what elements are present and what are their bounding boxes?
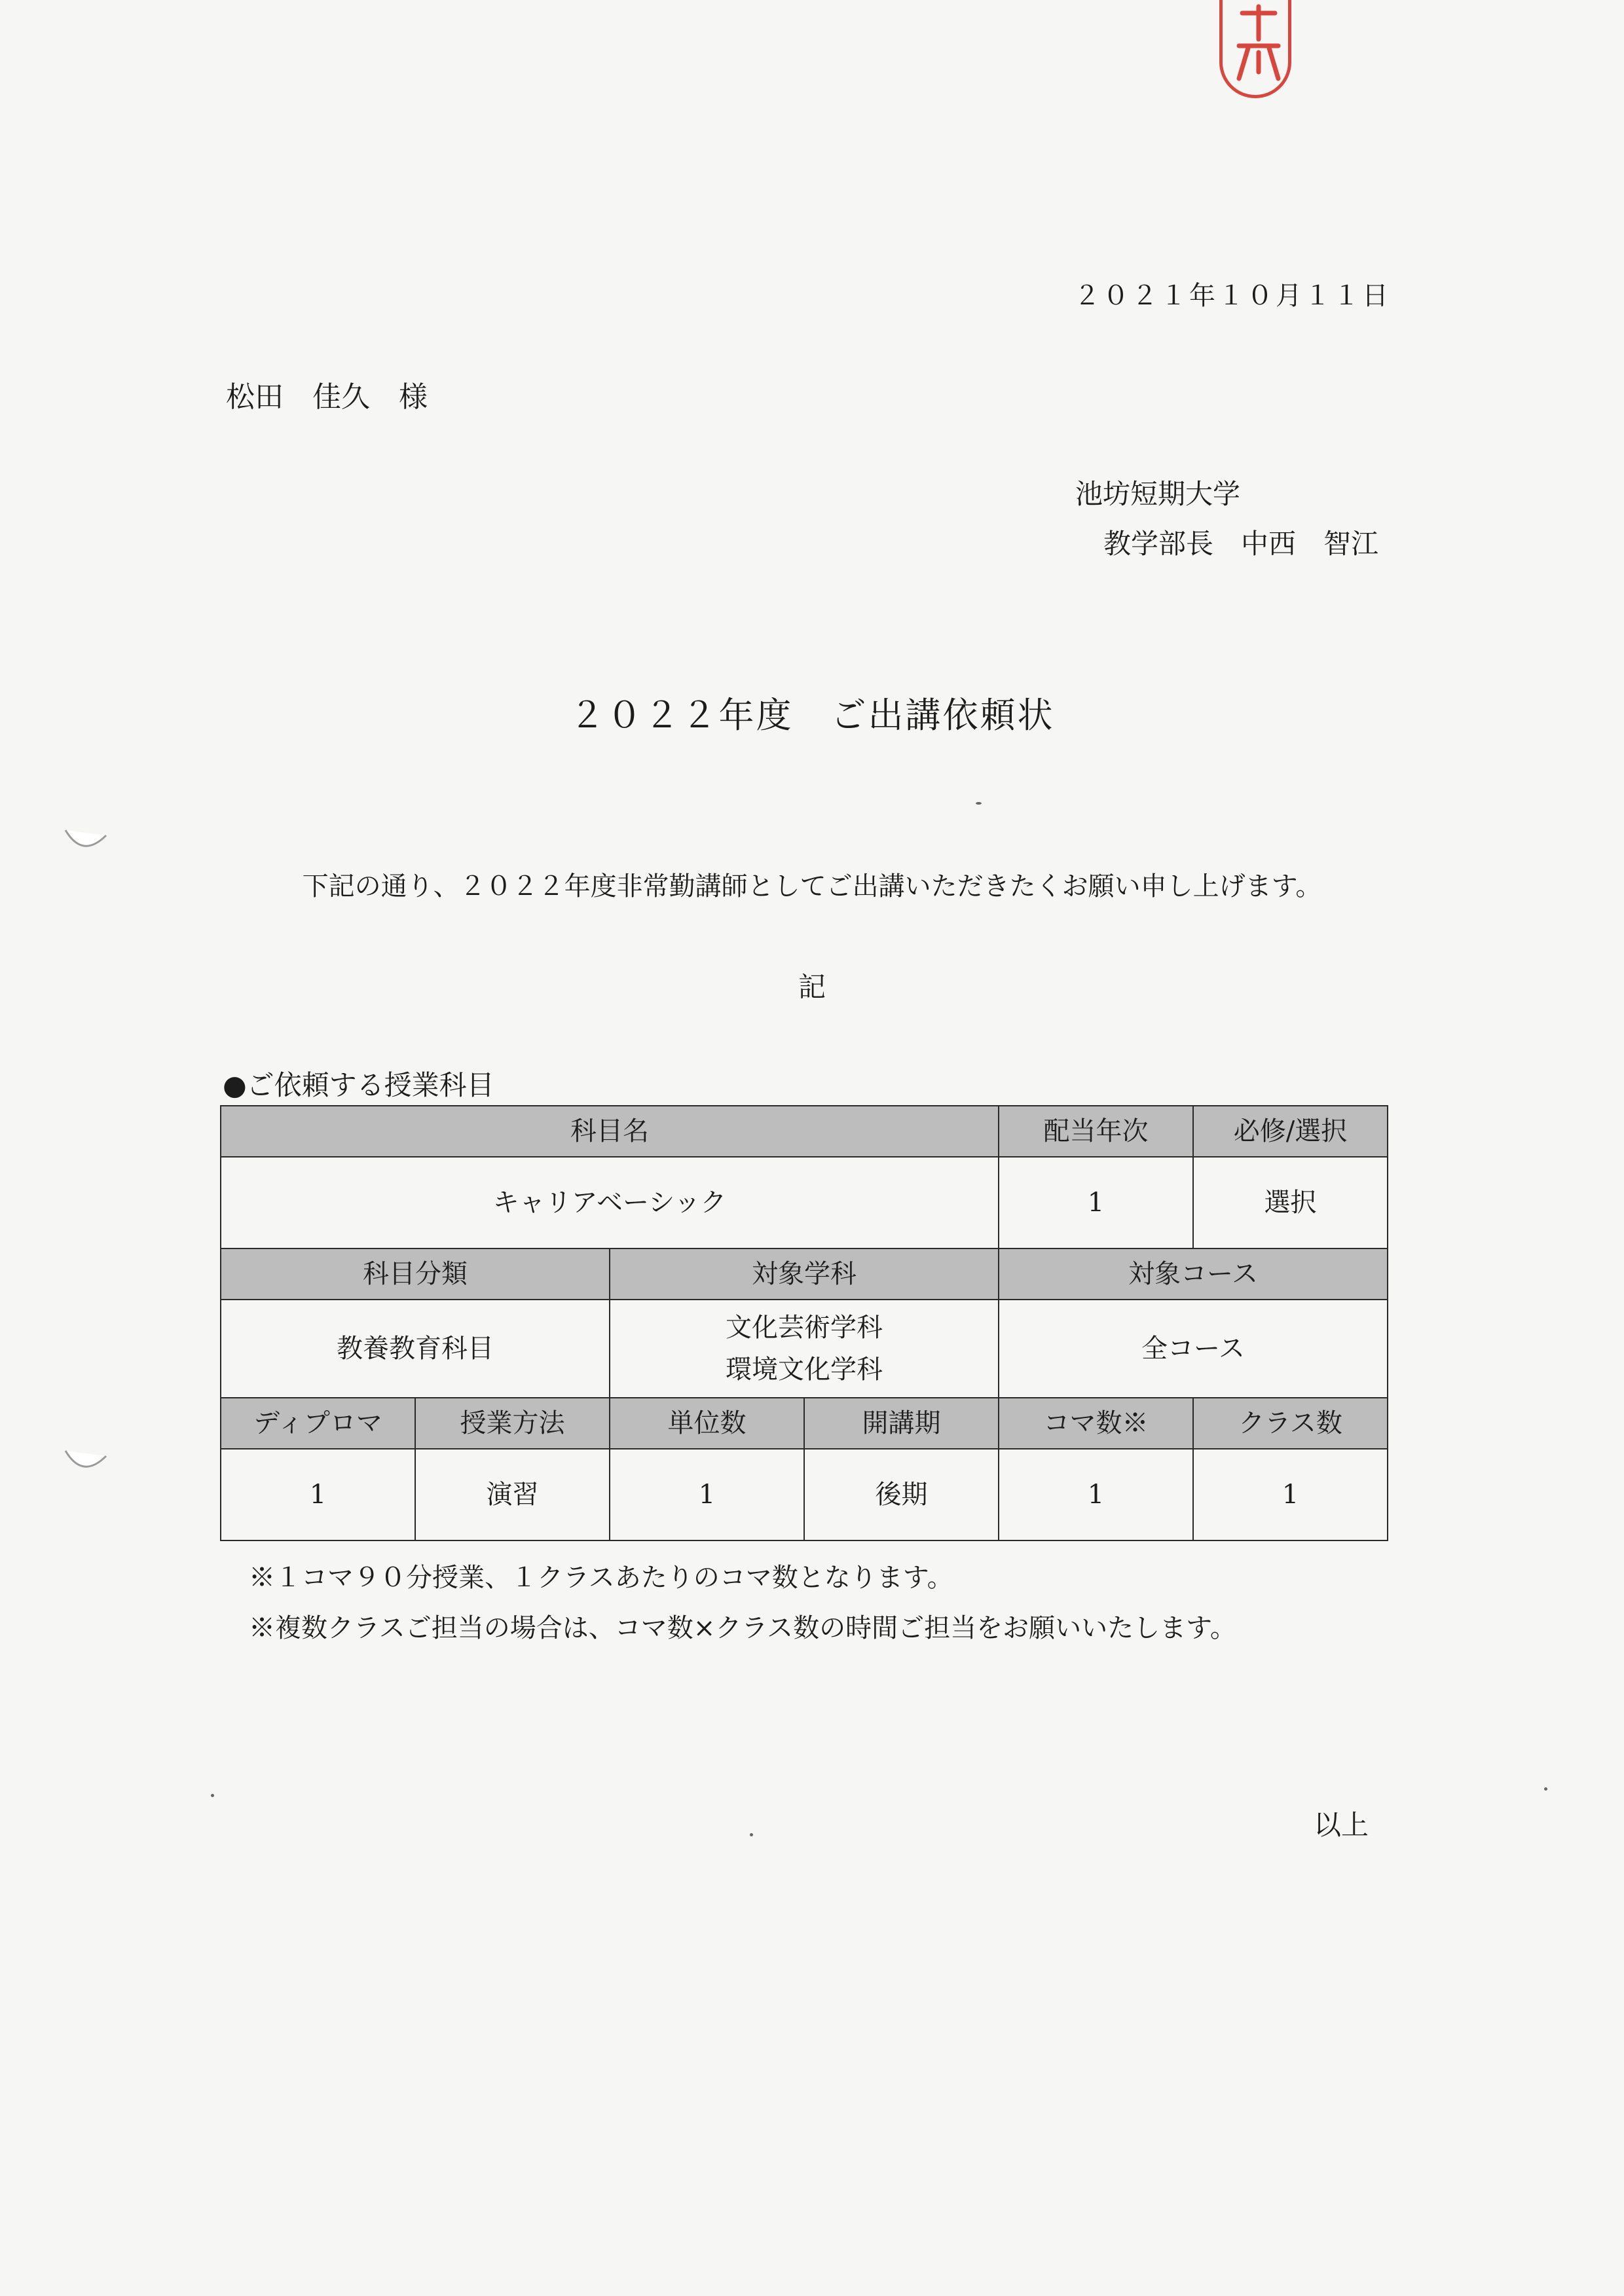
punch-hole-mark bbox=[63, 1447, 109, 1473]
cell-required: 選択 bbox=[1193, 1157, 1388, 1248]
header-subject-name: 科目名 bbox=[221, 1106, 999, 1157]
cell-method: 演習 bbox=[415, 1449, 610, 1540]
document-date: ２０２１年１０月１１日 bbox=[1074, 281, 1391, 311]
note-line: ※複数クラスご担当の場合は、コマ数×クラス数の時間ご担当をお願いいたします。 bbox=[249, 1613, 1236, 1643]
header-term: 開講期 bbox=[804, 1398, 999, 1449]
cell-year: 1 bbox=[999, 1157, 1193, 1248]
header-credits: 単位数 bbox=[610, 1398, 804, 1449]
cell-koma: 1 bbox=[999, 1449, 1193, 1540]
punch-hole-mark bbox=[63, 826, 109, 852]
document-title: ２０２２年度 ご出講依頼状 bbox=[569, 695, 1055, 736]
cell-term: 後期 bbox=[804, 1449, 999, 1540]
header-diploma: ディプロマ bbox=[221, 1398, 415, 1449]
scan-speck bbox=[211, 1794, 214, 1797]
cell-departments bbox=[610, 1300, 999, 1398]
section-heading: ●ご依頼する授業科目 bbox=[223, 1069, 494, 1101]
scan-speck bbox=[750, 1833, 753, 1836]
table-row bbox=[221, 1157, 1388, 1248]
header-category: 科目分類 bbox=[221, 1248, 610, 1300]
scan-speck bbox=[976, 802, 982, 805]
cell-credits: 1 bbox=[610, 1449, 804, 1540]
sender-name: 教学部長 中西 智江 bbox=[1103, 528, 1379, 560]
scan-speck bbox=[1544, 1787, 1547, 1791]
header-classes: クラス数 bbox=[1193, 1398, 1388, 1449]
header-year: 配当年次 bbox=[999, 1106, 1193, 1157]
header-required: 必修/選択 bbox=[1193, 1106, 1388, 1157]
table-row bbox=[221, 1449, 1388, 1540]
header-department: 対象学科 bbox=[610, 1248, 999, 1300]
table-row bbox=[221, 1248, 1388, 1300]
table-row bbox=[221, 1106, 1388, 1157]
closing-mark: 以上 bbox=[1314, 1809, 1369, 1841]
table-row bbox=[221, 1398, 1388, 1449]
header-course: 対象コース bbox=[999, 1248, 1388, 1300]
table-row bbox=[221, 1300, 1388, 1398]
department-item: 環境文化学科 bbox=[726, 1355, 883, 1385]
addressee: 松田 佳久 様 bbox=[226, 380, 428, 414]
ki-marker: 記 bbox=[798, 971, 826, 1003]
cell-diploma: 1 bbox=[221, 1449, 415, 1540]
course-table bbox=[220, 1105, 1388, 1541]
note-line: ※１コマ９０分授業、１クラスあたりのコマ数となります。 bbox=[249, 1563, 953, 1593]
sender-organization: 池坊短期大学 bbox=[1075, 478, 1241, 510]
cell-course: 全コース bbox=[999, 1300, 1388, 1398]
cell-classes: 1 bbox=[1193, 1449, 1388, 1540]
department-item: 文化芸術学科 bbox=[726, 1313, 883, 1343]
seal-stamp bbox=[1219, 0, 1291, 98]
cell-category: 教養教育科目 bbox=[221, 1300, 610, 1398]
header-koma: コマ数※ bbox=[999, 1398, 1193, 1449]
cell-subject-name: キャリアベーシック bbox=[221, 1157, 999, 1248]
header-method: 授業方法 bbox=[415, 1398, 610, 1449]
seal-glyph-icon bbox=[1223, 0, 1295, 98]
intro-text: 下記の通り、２０２２年度非常勤講師としてご出講いただきたくお願い申し上げます。 bbox=[302, 871, 1322, 902]
